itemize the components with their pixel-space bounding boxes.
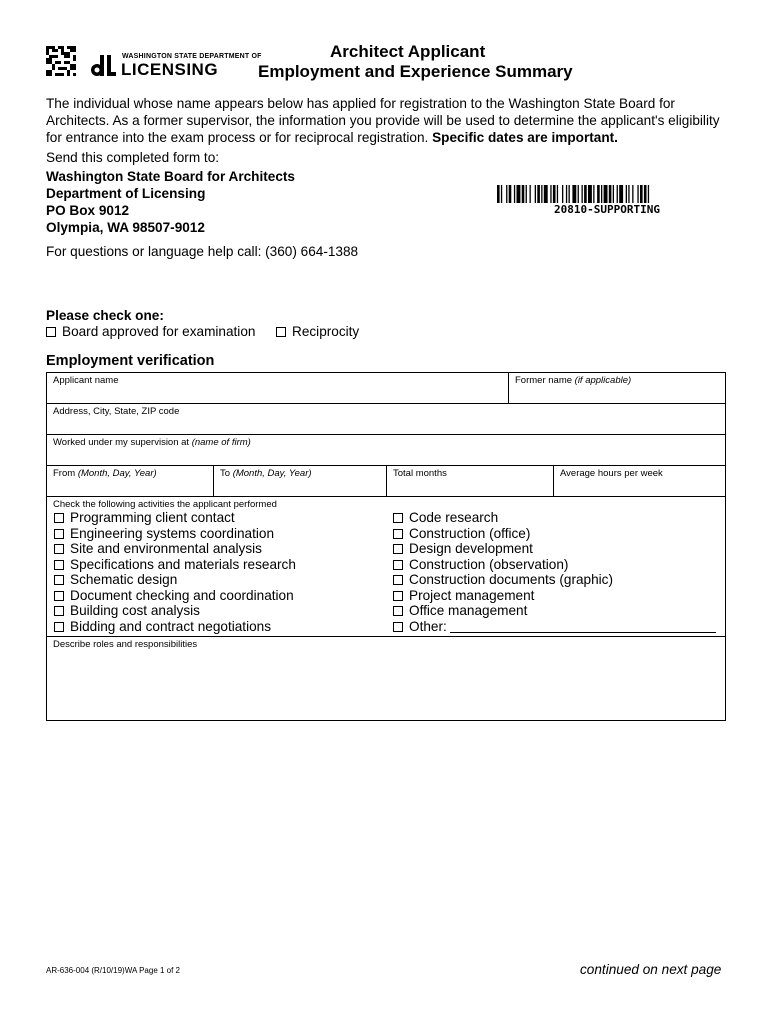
- intro-paragraph: [46, 95, 736, 146]
- barcode-text: 20810-SUPPORTING: [554, 203, 660, 216]
- activity-item[interactable]: [54, 541, 262, 556]
- checkbox[interactable]: [54, 529, 64, 539]
- mailing-address: [46, 168, 295, 236]
- option-label: Reciprocity: [292, 324, 360, 339]
- form-id: AR-636-004 (R/10/19)WA Page 1 of 2: [46, 966, 180, 975]
- activity-item[interactable]: [54, 526, 274, 541]
- activity-item[interactable]: [393, 557, 568, 572]
- intro-emphasis: Specific dates are important.: [432, 130, 618, 145]
- activity-label: Code research: [409, 510, 499, 525]
- activity-label: Construction (observation): [409, 557, 569, 572]
- activity-item[interactable]: [393, 541, 533, 556]
- activity-item[interactable]: [393, 588, 534, 603]
- activity-item[interactable]: [54, 572, 177, 587]
- barcode-icon: [497, 185, 700, 203]
- dol-logo-mark-icon: [90, 52, 116, 78]
- total-months-field[interactable]: [386, 465, 554, 497]
- field-label: Former name: [515, 375, 573, 386]
- continued-note: continued on next page: [580, 962, 722, 977]
- qr-code-icon: [46, 46, 76, 76]
- activity-label: Design development: [409, 541, 533, 556]
- activity-item[interactable]: [393, 526, 530, 541]
- roles-responsibilities-field[interactable]: [46, 636, 726, 721]
- activity-item[interactable]: [54, 619, 271, 634]
- address-field[interactable]: [46, 403, 726, 435]
- checkbox[interactable]: [54, 622, 64, 632]
- other-text-line[interactable]: [450, 621, 716, 633]
- address-line: Olympia, WA 98507-9012: [46, 220, 205, 235]
- activity-label: Schematic design: [70, 572, 178, 587]
- field-label: Check the following activities the applicant performed: [53, 499, 277, 510]
- send-to-label: Send this completed form to:: [46, 150, 220, 165]
- address-line: PO Box 9012: [46, 203, 130, 218]
- activity-label: Construction (office): [409, 526, 531, 541]
- activity-item-other[interactable]: [393, 619, 716, 634]
- questions-line: For questions or language help call: (360) 664-1388: [46, 244, 359, 259]
- checkbox[interactable]: [54, 513, 64, 523]
- former-name-field[interactable]: [508, 372, 726, 404]
- field-note: (name of firm): [191, 437, 251, 448]
- page-title-line1: Architect Applicant: [330, 42, 486, 61]
- check-one-label: Please check one:: [46, 308, 164, 323]
- field-note: (if applicable): [574, 375, 632, 386]
- checkbox[interactable]: [393, 591, 403, 601]
- address-line: Department of Licensing: [46, 186, 206, 201]
- activity-label: Bidding and contract negotiations: [70, 619, 272, 634]
- activity-label: Programming client contact: [70, 510, 235, 525]
- activity-label: Site and environmental analysis: [70, 541, 262, 556]
- checkbox[interactable]: [393, 529, 403, 539]
- to-date-field[interactable]: [213, 465, 387, 497]
- checkbox[interactable]: [393, 575, 403, 585]
- activity-item[interactable]: [393, 603, 527, 618]
- checkbox[interactable]: [393, 622, 403, 632]
- checkbox[interactable]: [393, 560, 403, 570]
- option-reciprocity[interactable]: [276, 324, 359, 339]
- activity-item[interactable]: [54, 510, 235, 525]
- page-title-line2: Employment and Experience Summary: [258, 62, 573, 81]
- activity-label: Specifications and materials research: [70, 557, 296, 572]
- field-note: (Month, Day, Year): [77, 468, 157, 479]
- checkbox[interactable]: [276, 327, 286, 337]
- from-date-field[interactable]: [46, 465, 214, 497]
- intro-text: The individual whose name appears below has applied for registration to the Washington State Board for Architects. As a former supervisor, the information you provide will be used to determine the applicant's eligibility for entrance into the exam process or for reciprocal registration.: [46, 96, 720, 145]
- activity-label: Document checking and coordination: [70, 588, 294, 603]
- activity-label: Building cost analysis: [70, 603, 200, 618]
- firm-name-field[interactable]: [46, 434, 726, 466]
- dol-logo: [90, 50, 262, 80]
- checkbox[interactable]: [54, 544, 64, 554]
- activity-label: Office management: [409, 603, 528, 618]
- address-line: Washington State Board for Architects: [46, 169, 295, 184]
- activity-label: Construction documents (graphic): [409, 572, 613, 587]
- field-label: To: [220, 468, 231, 479]
- employment-heading: Employment verification: [46, 353, 215, 369]
- field-label: From: [53, 468, 76, 479]
- activity-item[interactable]: [54, 588, 294, 603]
- field-label: Applicant name: [53, 375, 119, 386]
- checkbox[interactable]: [54, 591, 64, 601]
- field-note: (Month, Day, Year): [232, 468, 312, 479]
- checkbox[interactable]: [46, 327, 56, 337]
- activity-label: Other:: [409, 619, 447, 634]
- option-label: Board approved for examination: [62, 324, 256, 339]
- option-board-approved[interactable]: [46, 324, 255, 339]
- agency-main-text: LICENSING: [121, 60, 219, 79]
- checkbox[interactable]: [393, 513, 403, 523]
- activity-item[interactable]: [393, 510, 498, 525]
- activity-item[interactable]: [393, 572, 613, 587]
- avg-hours-field[interactable]: [553, 465, 726, 497]
- checkbox[interactable]: [393, 606, 403, 616]
- field-label: Worked under my supervision at: [53, 437, 190, 448]
- checkbox[interactable]: [54, 606, 64, 616]
- field-label: Average hours per week: [560, 468, 663, 479]
- field-label: Describe roles and responsibilities: [53, 639, 198, 650]
- applicant-name-field[interactable]: [46, 372, 509, 404]
- field-label: Address, City, State, ZIP code: [53, 406, 180, 417]
- checkbox[interactable]: [54, 560, 64, 570]
- activity-label: Project management: [409, 588, 535, 603]
- checkbox[interactable]: [393, 544, 403, 554]
- activity-item[interactable]: [54, 603, 200, 618]
- activity-item[interactable]: [54, 557, 296, 572]
- agency-top-text: WASHINGTON STATE DEPARTMENT OF: [122, 53, 262, 60]
- activity-label: Engineering systems coordination: [70, 526, 275, 541]
- field-label: Total months: [393, 468, 447, 479]
- checkbox[interactable]: [54, 575, 64, 585]
